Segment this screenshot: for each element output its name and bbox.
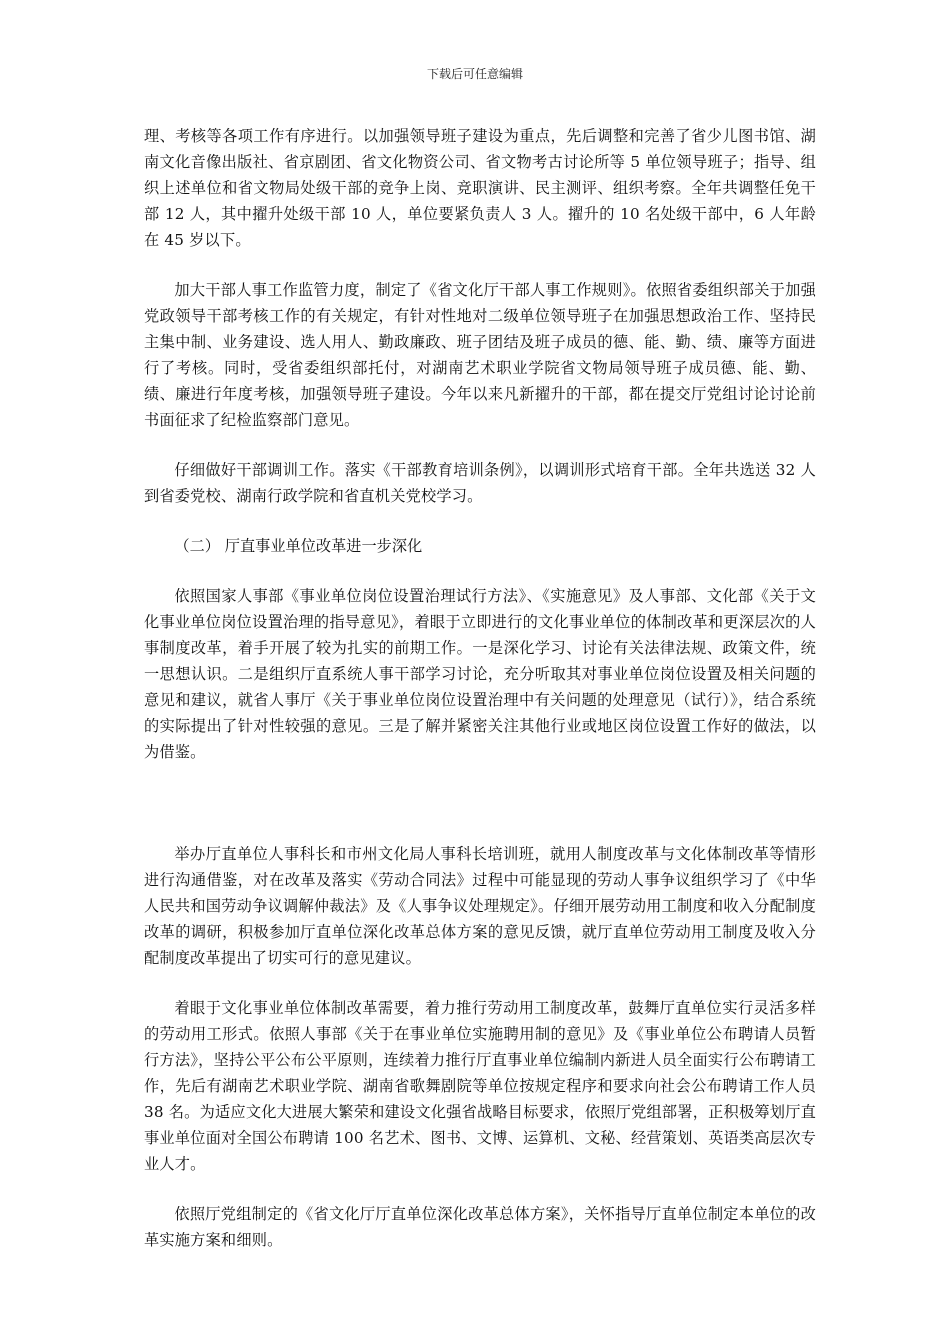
paragraph-labor-reform: 着眼于文化事业单位体制改革需要，着力推行劳动用工制度改革，鼓舞厅直单位实行灵活多样的劳动用工形式。依照人事部《关于在事业单位实施聘用制的意见》及《事业单位公布聘请人员暂行方法》，坚持公平公布公平原则，连续着力推行厅直事业单位编制内新进人员全面实行公布聘请工作，先后有湖南艺术职业学院、湖南省歌舞剧院等单位按规定程序和要求向社会公布聘请工作人员 38 名。为适应文化大进展大繁荣和建设文化强省战略目标要求，依照厅党组部署，正积极筹划厅直事业单位面对全国公布聘请 100 名艺术、图书、文博、运算机、文秘、经营策划、英语类高层次专业人才。 [144,999,816,1173]
section-heading: （二） 厅直事业单位改革进一步深化 [174,537,423,555]
paragraph-reform-plan: 依照厅党组制定的《省文化厅厅直单位深化改革总体方案》，关怀指导厅直单位制定本单位的改革实施方案和细则。 [144,1205,816,1249]
paragraph-spacer [144,433,816,457]
paragraph-supervision: 加大干部人事工作监管力度，制定了《省文化厅干部人事工作规则》。依照省委组织部关于加强党政领导干部考核工作的有关规定，有针对性地对二级单位领导班子在加强思想政治工作、坚持民主集中制、业务建设、选人用人、勤政廉政、班子团结及班子成员的德、能、勤、绩、廉等方面进行了考核。同时，受省委组织部托付，对湖南艺术职业学院省文物局领导班子成员德、能、勤、绩、廉进行年度考核，加强领导班子建设。今年以来凡新擢升的干部，都在提交厅党组讨论讨论前书面征求了纪检监察部门意见。 [144,281,816,429]
paragraph-cadre-adjustment: 理、考核等各项工作有序进行。以加强领导班子建设为重点，先后调整和完善了省少儿图书馆、湖南文化音像出版社、省京剧团、省文化物资公司、省文物考古讨论所等 5 单位领导班子；指导、组织上述单位和省文物局处级干部的竞争上岗、竞职演讲、民主测评、组织考察。全年共调整任免干部 12 人，其中擢升处级干部 10 人，单位要紧负责人 3 人。擢升的 10 名处级干部中，6 人年龄在 45 岁以下。 [144,127,816,249]
paragraph-spacer [144,971,816,995]
paragraph-spacer [144,765,816,841]
paragraph-position-setting: 依照国家人事部《事业单位岗位设置治理试行方法》、《实施意见》及人事部、文化部《关于文化事业单位岗位设置治理的指导意见》，着眼于立即进行的文化事业单位的体制改革和更深层次的人事制度改革，着手开展了较为扎实的前期工作。一是深化学习、讨论有关法律法规、政策文件，统一思想认识。二是组织厅直系统人事干部学习讨论，充分听取其对事业单位岗位设置及相关问题的意见和建议，就省人事厅《关于事业单位岗位设置治理中有关问题的处理意见（试行）》，结合系统的实际提出了针对性较强的意见。三是了解并紧密关注其他行业或地区岗位设置工作好的做法，以为借鉴。 [144,587,816,761]
paragraph-personnel-training-class: 举办厅直单位人事科长和市州文化局人事科长培训班，就用人制度改革与文化体制改革等情形进行沟通借鉴，对在改革及落实《劳动合同法》过程中可能显现的劳动人事争议组织学习了《中华人民共和国劳动争议调解仲裁法》及《人事争议处理规定》。仔细开展劳动用工制度和收入分配制度改革的调研，积极参加厅直单位深化改革总体方案的意见反馈，就厅直单位劳动用工制度及收入分配制度改革提出了切实可行的意见建议。 [144,845,816,967]
paragraph-spacer [144,253,816,277]
paragraph-training: 仔细做好干部调训工作。落实《干部教育培训条例》，以调训形式培育干部。全年共选送 32 人到省委党校、湖南行政学院和省直机关党校学习。 [144,461,816,505]
paragraph-spacer [144,559,816,583]
document-body [144,123,816,1253]
paragraph-spacer [144,509,816,533]
paragraph-spacer [144,1177,816,1201]
page-header: 下载后可任意编辑 [426,67,523,81]
